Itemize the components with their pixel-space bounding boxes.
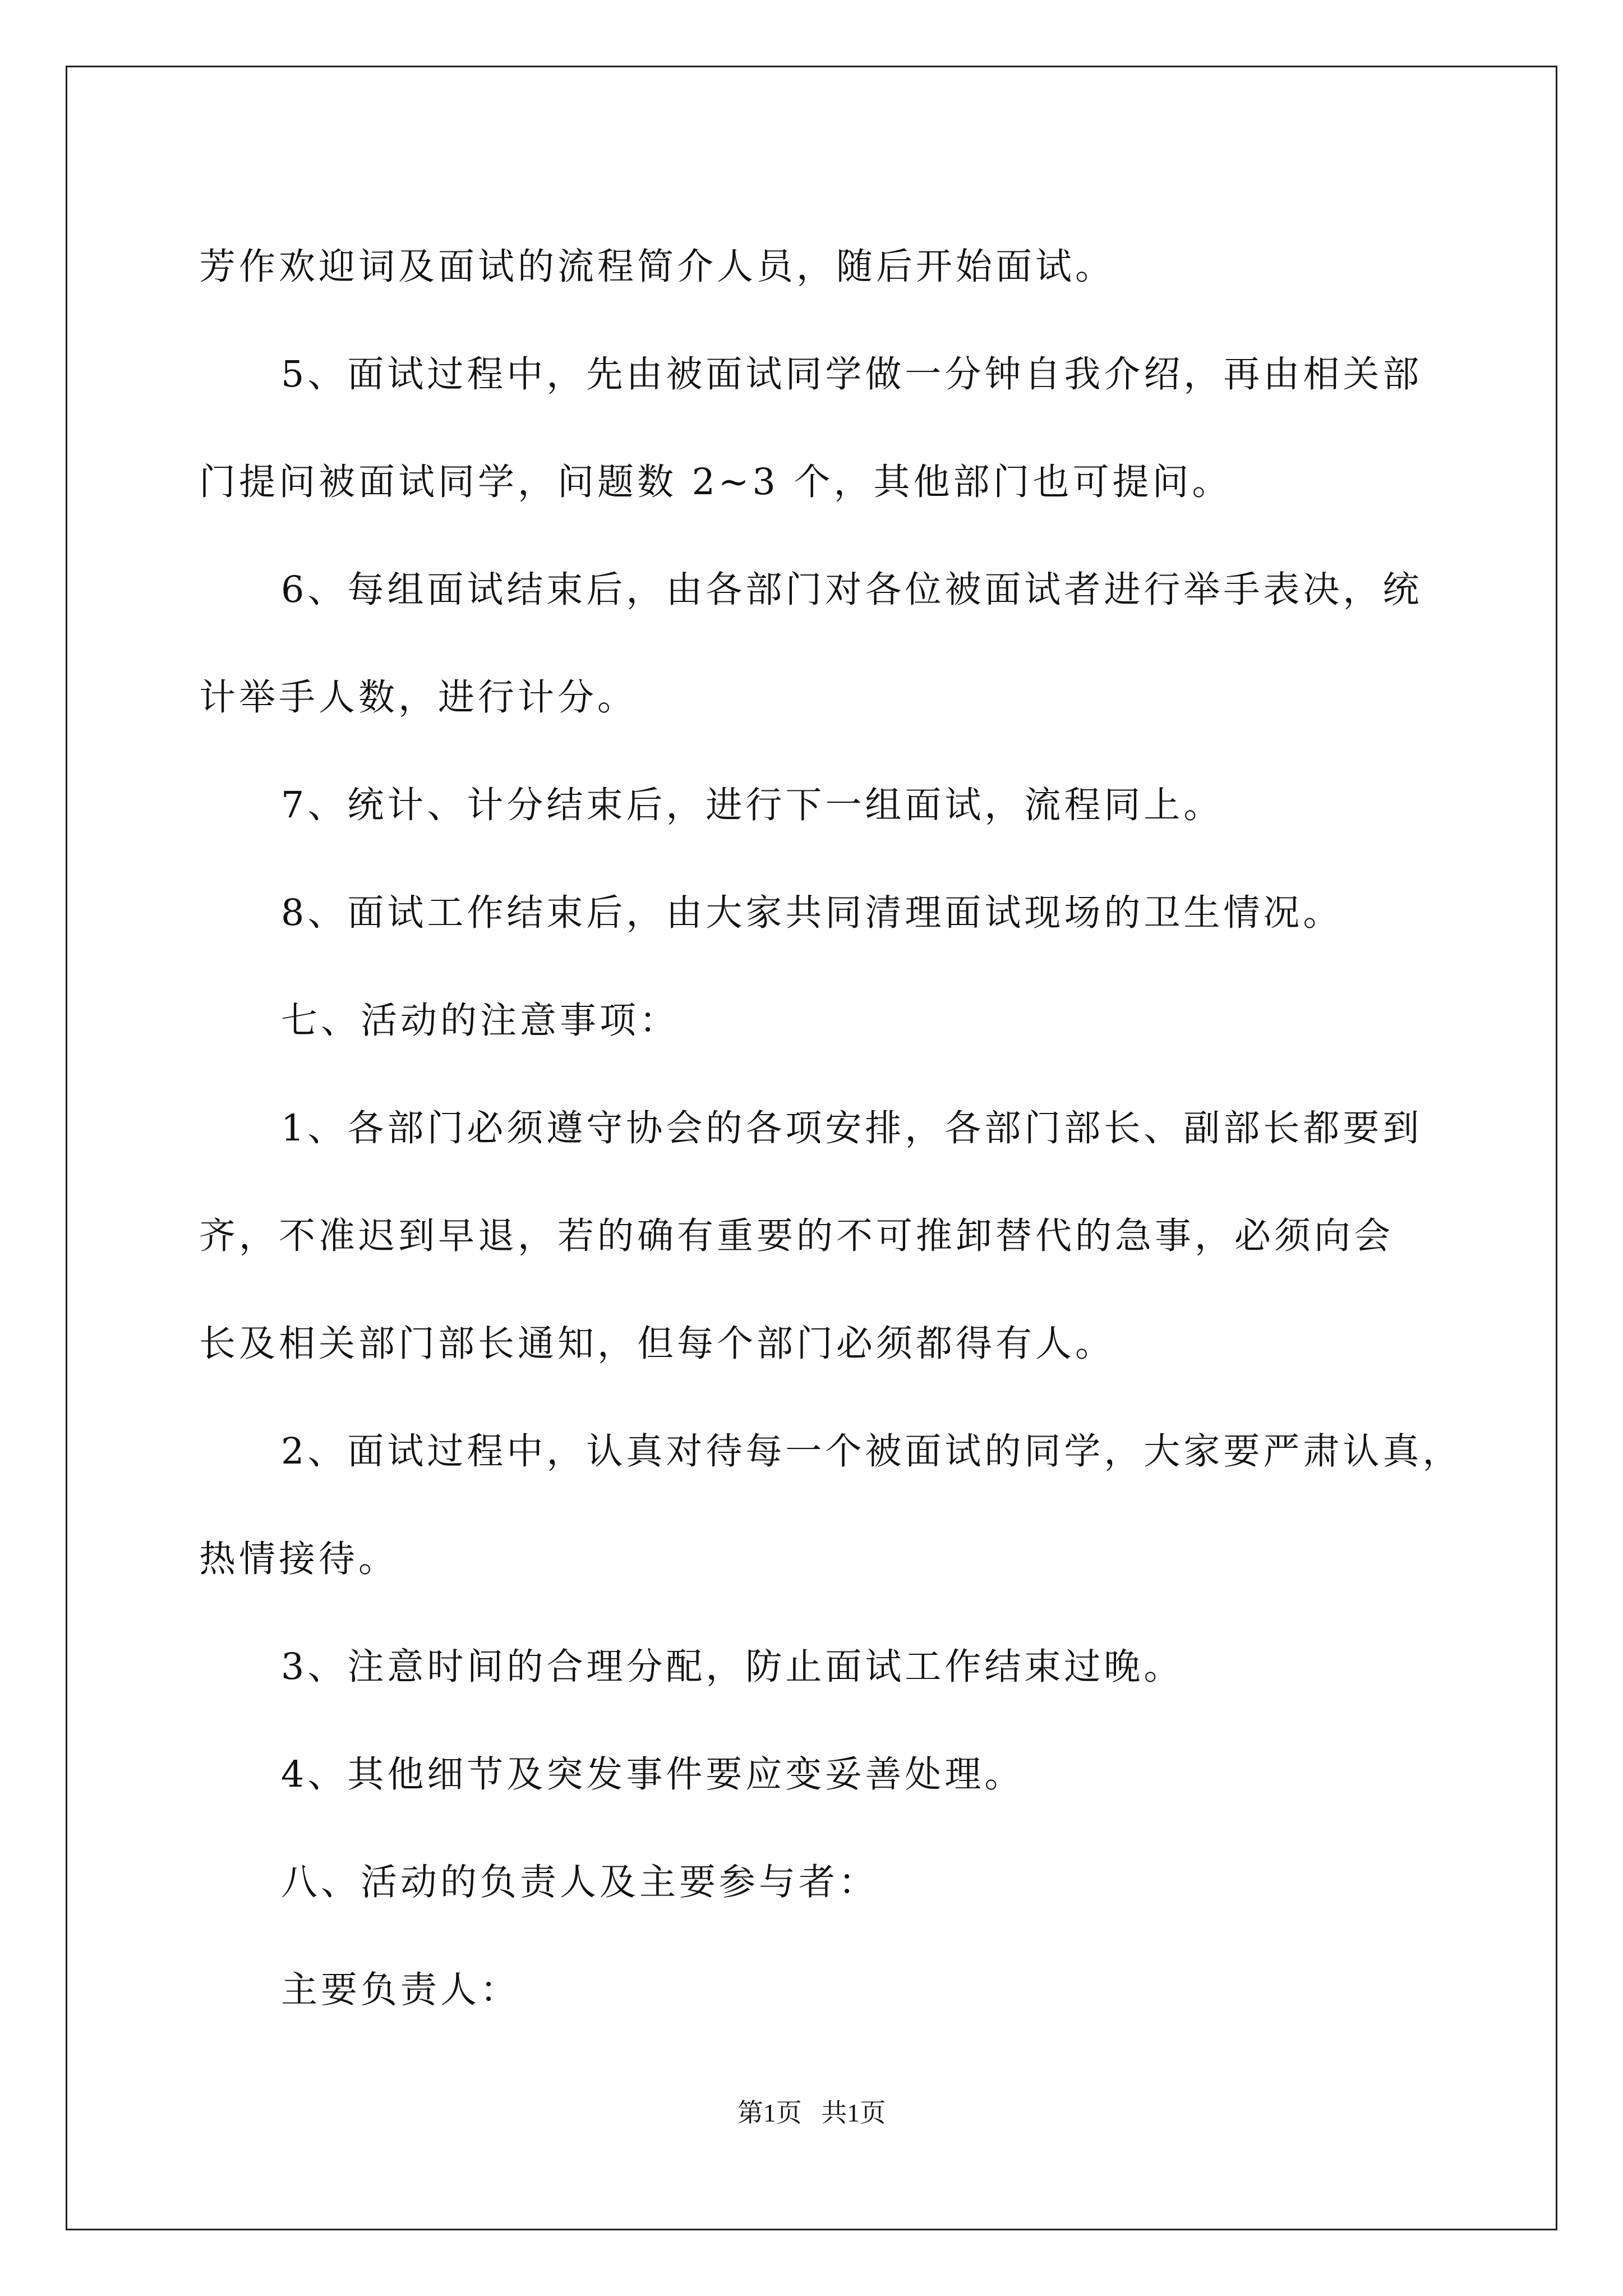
paragraph-line: 齐，不准迟到早退，若的确有重要的不可推卸替代的急事，必须向会 [199,1215,1394,1257]
paragraph-line: 7、统计、计分结束后，进行下一组面试，流程同上。 [281,784,1224,826]
paragraph-line: 1、各部门必须遵守协会的各项安排，各部门部长、副部长都要到 [281,1107,1423,1149]
paragraph-line: 5、面试过程中，先由被面试同学做一分钟自我介绍，再由相关部 [281,353,1423,395]
paragraph-line: 2、面试过程中，认真对待每一个被面试的同学，大家要严肃认真， [281,1430,1463,1473]
section-heading: 八、活动的负责人及主要参与者： [281,1861,879,1903]
page-number-footer: 第1页 共1页 [737,2099,886,2127]
paragraph-line: 门提问被面试同学，问题数 2~3 个，其他部门也可提问。 [199,461,1232,503]
section-heading: 七、活动的注意事项： [281,1000,680,1042]
paragraph-line: 6、每组面试结束后，由各部门对各位被面试者进行举手表决，统 [281,569,1423,611]
document-body [199,213,1463,2044]
paragraph-line: 主要负责人： [281,1969,520,2011]
paragraph-line: 热情接待。 [199,1538,399,1580]
paragraph-line: 4、其他细节及突发事件要应变妥善处理。 [281,1754,1025,1796]
paragraph-line: 计举手人数，进行计分。 [199,677,638,719]
paragraph-line: 长及相关部门部长通知，但每个部门必须都得有人。 [199,1323,1115,1365]
paragraph-line: 3、注意时间的合理分配，防止面试工作结束过晚。 [281,1646,1184,1688]
paragraph-line: 芳作欢迎词及面试的流程简介人员，随后开始面试。 [199,246,1115,288]
paragraph-line: 8、面试工作结束后，由大家共同清理面试现场的卫生情况。 [281,892,1343,934]
